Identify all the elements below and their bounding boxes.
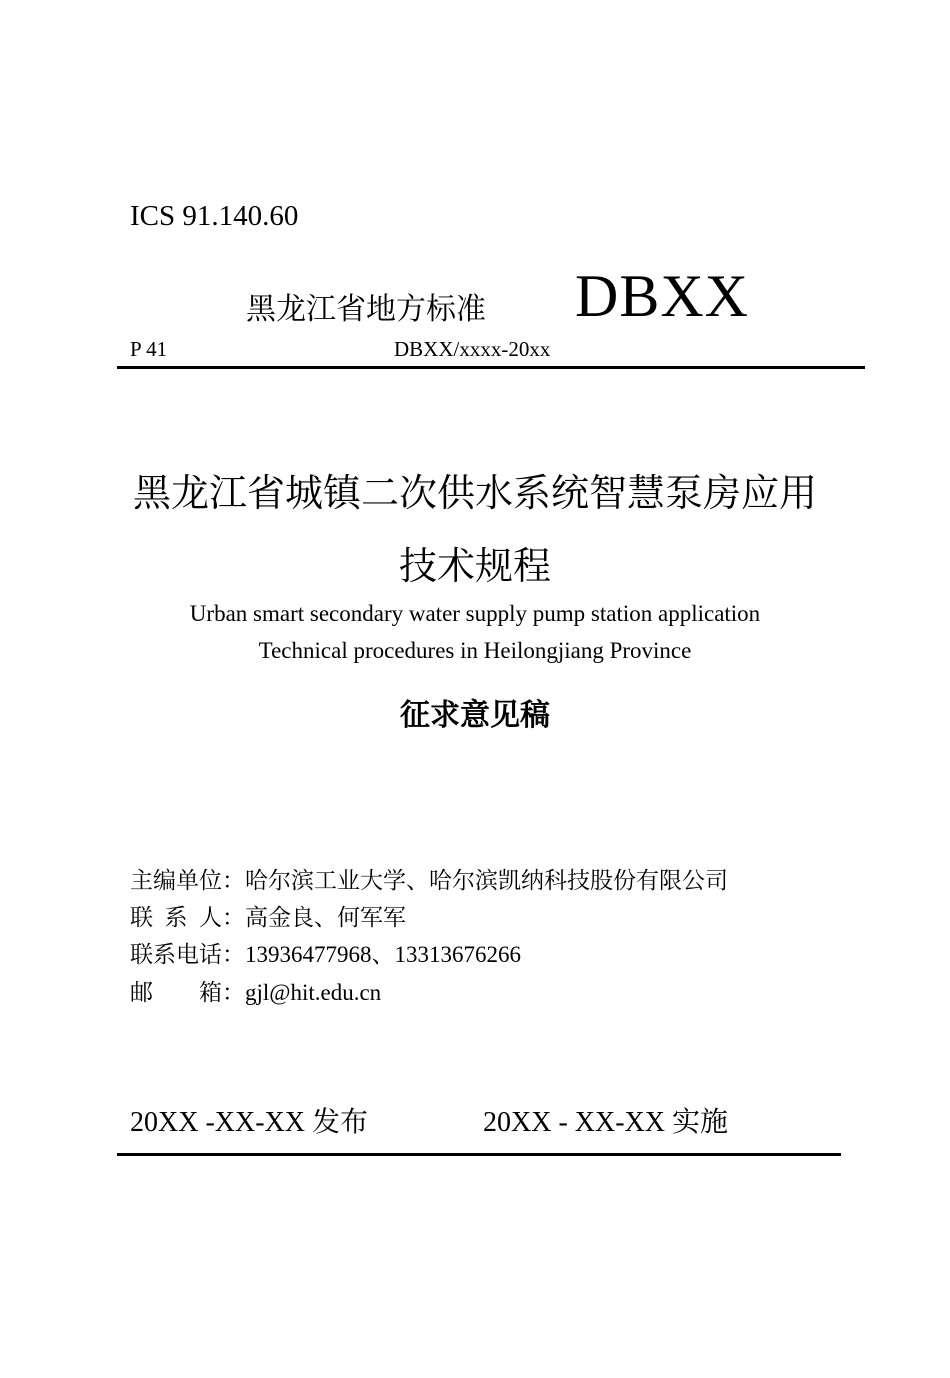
phone-value: 13936477968、13313676266: [245, 942, 521, 967]
standard-code: DBXX: [575, 263, 750, 329]
document-title-line-2: 技术规程: [398, 544, 551, 588]
editor-row: [130, 862, 728, 895]
standard-number: DBXX/xxxx-20xx: [394, 337, 551, 361]
classification-code: P 41: [130, 337, 168, 361]
email-label: 邮 箱：: [130, 980, 245, 1005]
implement-date: 20XX - XX-XX: [483, 1107, 672, 1138]
publish-date: 20XX -XX-XX: [130, 1107, 312, 1138]
bottom-divider: [117, 1153, 841, 1156]
implement-label: 实施: [671, 1105, 728, 1138]
contact-label: 联 系 人：: [130, 905, 245, 930]
contact-row: [130, 899, 406, 932]
contact-value: 高金良、何军军: [245, 905, 406, 930]
english-title-line-1: Urban smart secondary water supply pump station application: [189, 601, 761, 626]
editor-label: 主编单位：: [130, 868, 245, 893]
publish-label: 发布: [311, 1105, 368, 1138]
phone-label: 联系电话：: [130, 942, 245, 967]
top-divider: [117, 366, 865, 369]
document-title-line-1: 黑龙江省城镇二次供水系统智慧泵房应用: [132, 471, 817, 515]
editor-value: 哈尔滨工业大学、哈尔滨凯纳科技股份有限公司: [245, 868, 728, 893]
standard-name: 黑龙江省地方标准: [246, 292, 486, 327]
implement-date-row: [483, 1100, 728, 1140]
ics-code: ICS 91.140.60: [130, 200, 299, 232]
email-row: [130, 974, 381, 1007]
publish-date-row: [130, 1100, 368, 1140]
draft-label: 征求意见稿: [400, 698, 550, 733]
email-value: gjl@hit.edu.cn: [245, 980, 382, 1005]
english-title-line-2: Technical procedures in Heilongjiang Province: [258, 638, 692, 663]
phone-row: [130, 936, 521, 969]
